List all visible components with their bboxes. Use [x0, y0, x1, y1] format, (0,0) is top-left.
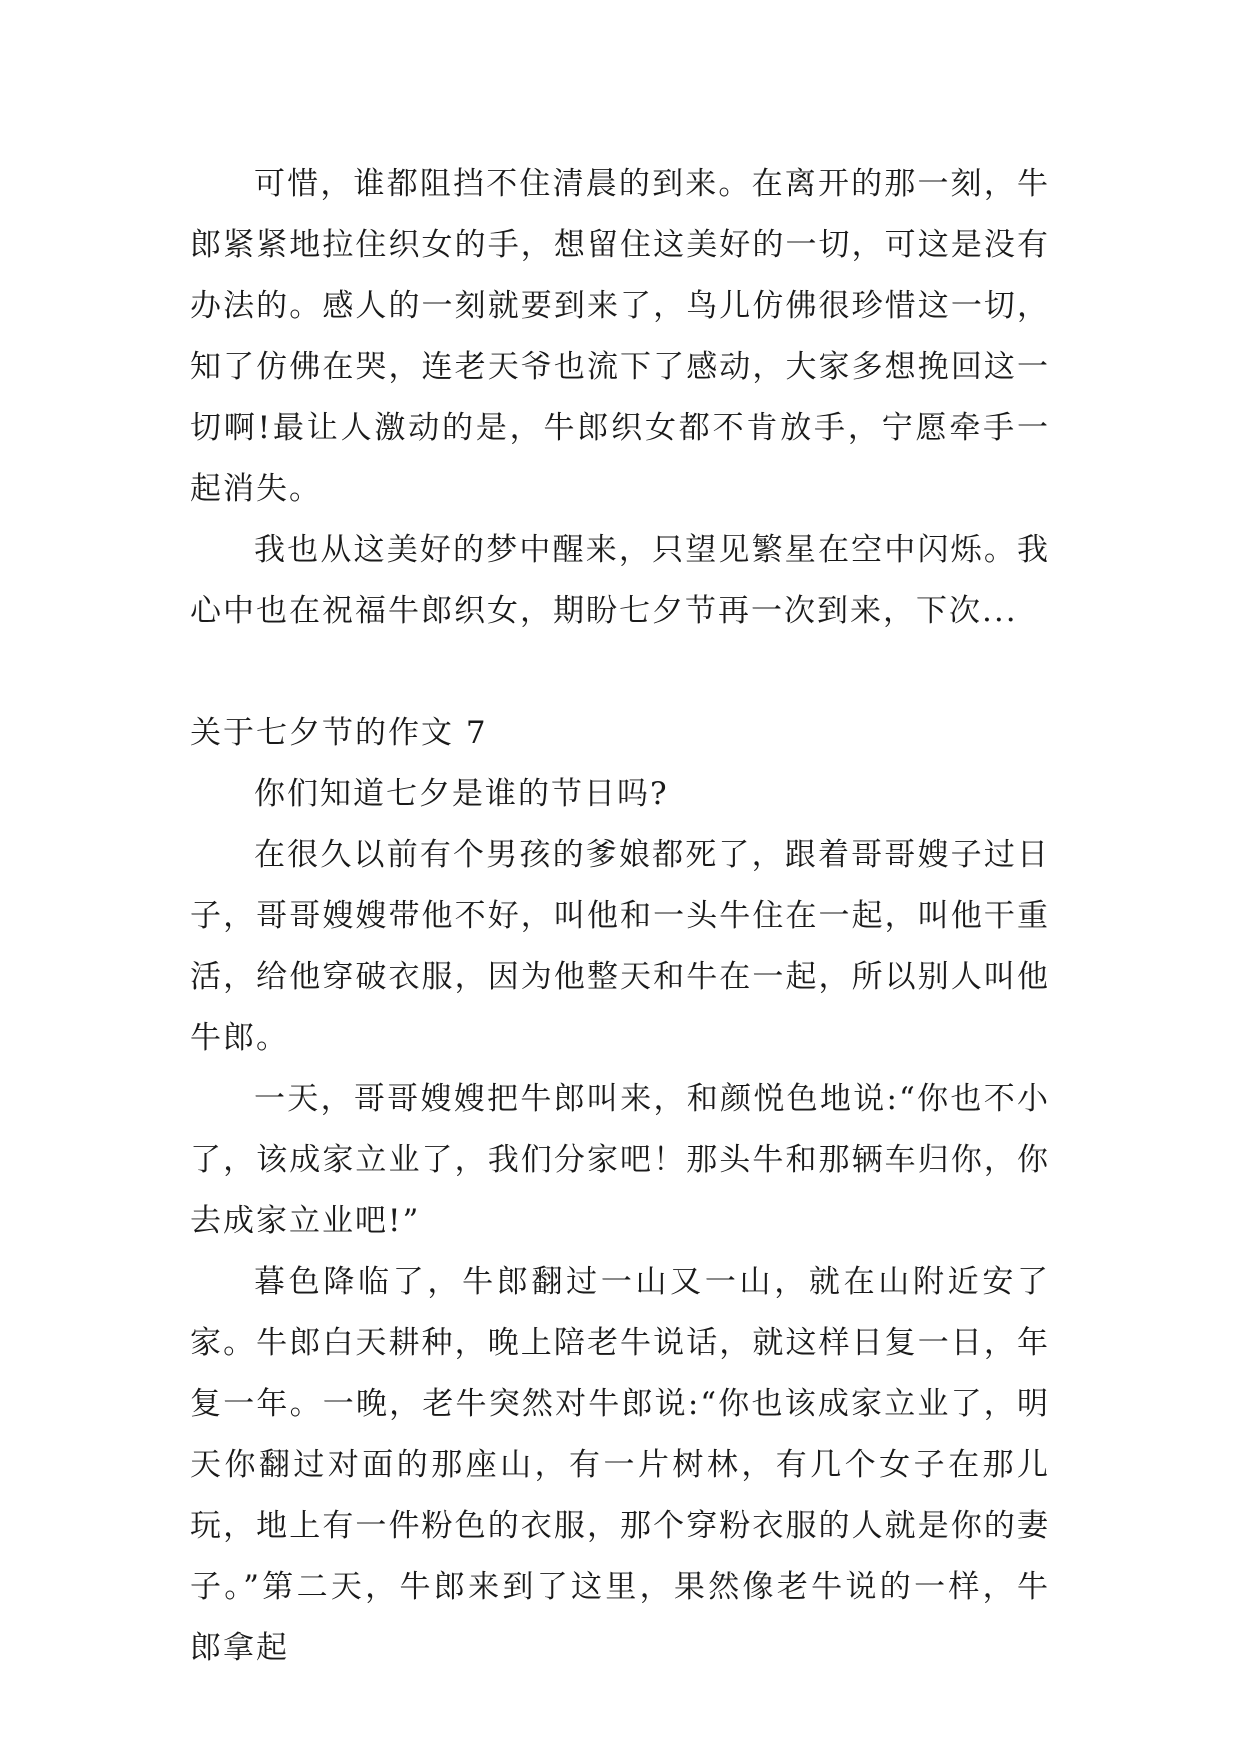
document-body — [190, 154, 1050, 1679]
paragraph: 一天，哥哥嫂嫂把牛郎叫来，和颜悦色地说:“你也不小了，该成家立业了，我们分家吧！那头牛和那辆车归你，你去成家立业吧!” — [190, 1081, 1050, 1239]
essay-title: 关于七夕节的作文 7 — [190, 715, 488, 751]
paragraph: 可惜，谁都阻挡不住清晨的到来。在离开的那一刻，牛郎紧紧地拉住织女的手，想留住这美好的一切，可这是没有办法的。感人的一刻就要到来了，鸟儿仿佛很珍惜这一切，知了仿佛在哭，连老天爷也流下了感动，大家多想挽回这一切啊!最让人激动的是，牛郎织女都不肯放手，宁愿牵手一起消失。 — [190, 166, 1050, 507]
paragraph: 在很久以前有个男孩的爹娘都死了，跟着哥哥嫂子过日子，哥哥嫂嫂带他不好，叫他和一头牛住在一起，叫他干重活，给他穿破衣服，因为他整天和牛在一起，所以别人叫他牛郎。 — [190, 837, 1050, 1056]
paragraph: 你们知道七夕是谁的节日吗? — [254, 776, 669, 812]
paragraph: 暮色降临了，牛郎翻过一山又一山，就在山附近安了家。牛郎白天耕种，晚上陪老牛说话，就这样日复一日，年复一年。一晚，老牛突然对牛郎说:“你也该成家立业了，明天你翻过对面的那座山，有一片树林，有几个女子在那儿玩，地上有一件粉色的衣服，那个穿粉衣服的人就是你的妻子。”第二天，牛郎来到了这里，果然像老牛说的一样，牛郎拿起 — [190, 1264, 1050, 1666]
paragraph: 我也从这美好的梦中醒来，只望见繁星在空中闪烁。我心中也在祝福牛郎织女，期盼七夕节再一次到来，下次... — [190, 532, 1050, 629]
